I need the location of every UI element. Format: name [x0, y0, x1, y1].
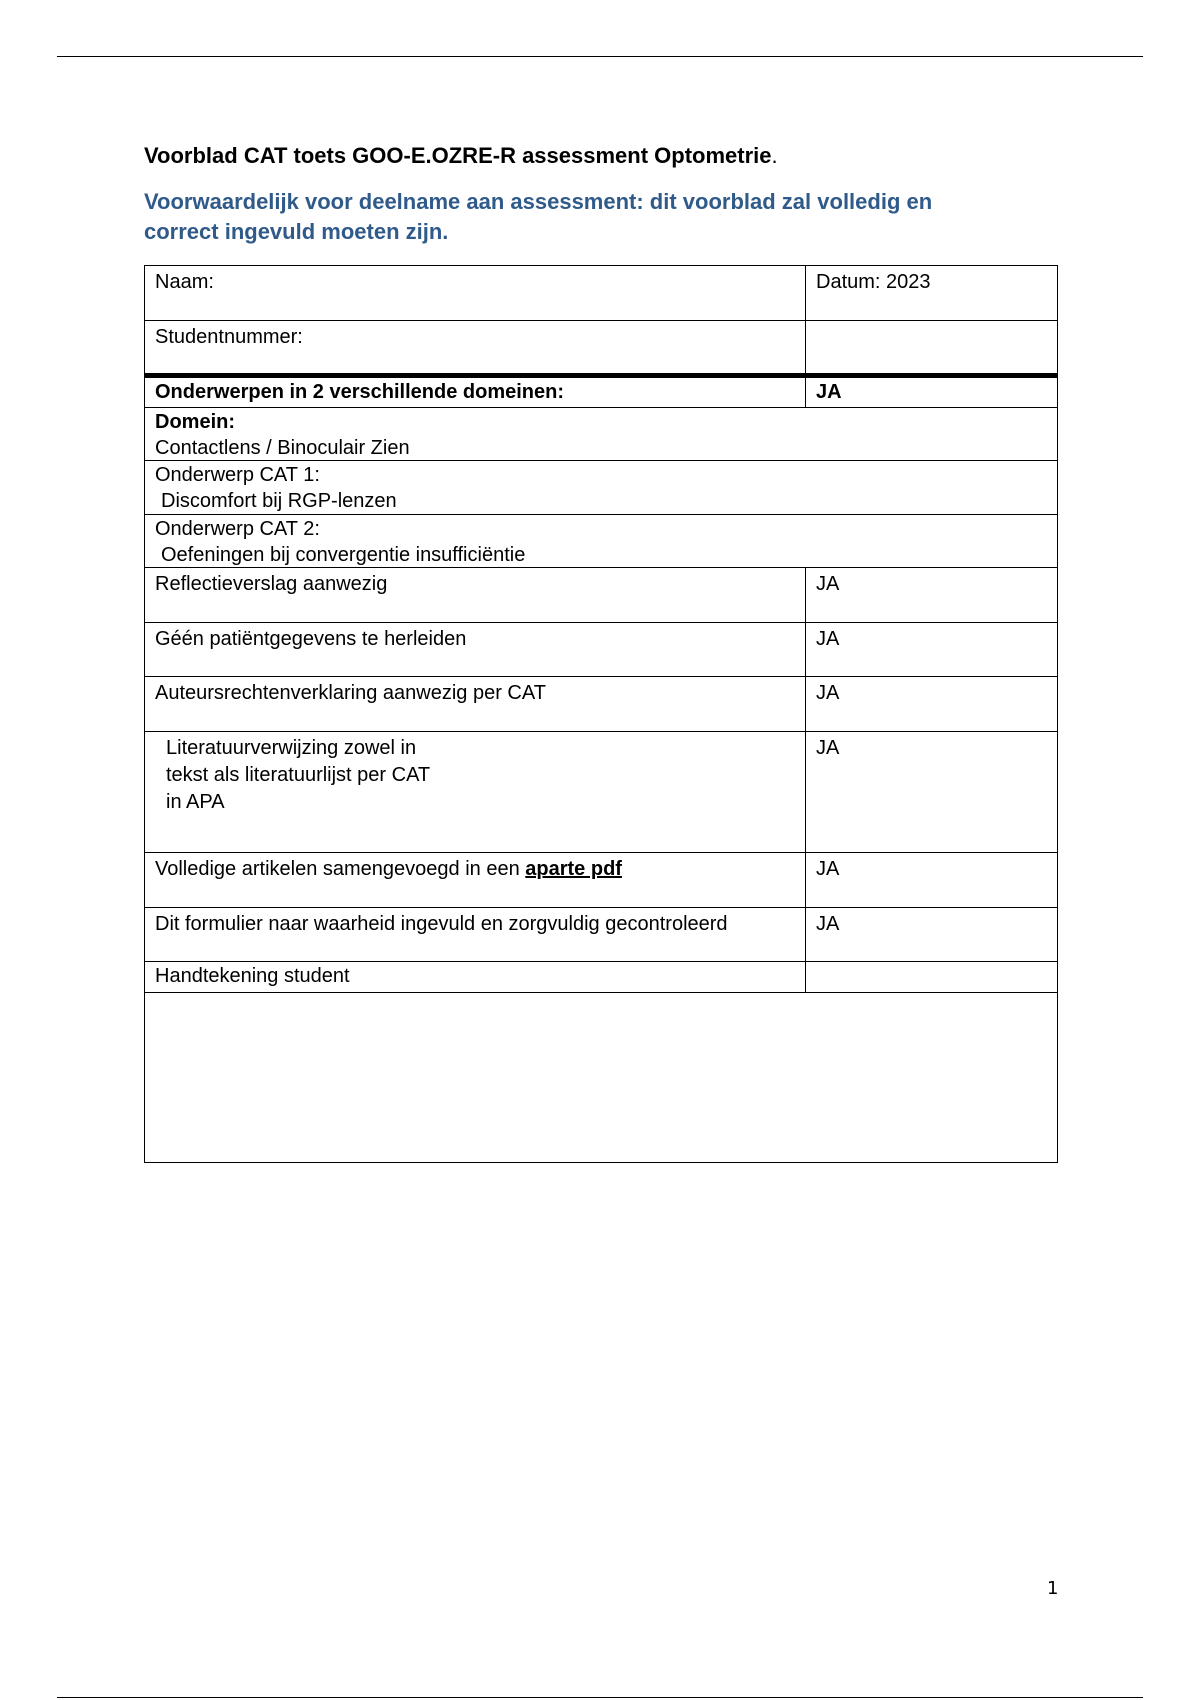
literatuur-cell [145, 732, 806, 852]
onderwerpen-cell [145, 378, 806, 407]
literatuur-value-cell[interactable] [806, 732, 1057, 852]
artikelen-cell [145, 853, 806, 907]
handtekening-extra-cell[interactable] [806, 962, 1057, 992]
reflectieverslag-cell [145, 568, 806, 622]
patientgegevens-value-cell[interactable] [806, 623, 1057, 676]
naam-cell[interactable] [145, 266, 806, 320]
datum-label: Datum: 2023 [816, 271, 931, 293]
patientgegevens-label: Géén patiëntgegevens te herleiden [155, 628, 467, 650]
row-artikelen [145, 853, 1057, 908]
footer-rule [57, 1697, 1143, 1698]
row-auteursrechten [145, 677, 1057, 732]
studentnummer-label: Studentnummer: [155, 326, 303, 348]
formulier-label: Dit formulier naar waarheid ingevuld en zorgvuldig gecontroleerd [155, 913, 728, 935]
literatuur-label-line-2: tekst als literatuurlijst per CAT [166, 764, 431, 786]
page-number: 1 [1047, 1578, 1059, 1599]
artikelen-value: JA [816, 858, 840, 880]
signature-area[interactable] [145, 993, 1057, 1162]
reflectieverslag-value: JA [816, 573, 840, 595]
literatuur-label-line-3: in APA [166, 791, 225, 813]
title-dot: . [771, 143, 778, 168]
patientgegevens-value: JA [816, 628, 840, 650]
onderwerpen-value: JA [816, 381, 842, 403]
reflectieverslag-label: Reflectieverslag aanwezig [155, 573, 388, 595]
row-naam [145, 266, 1057, 321]
patientgegevens-cell [145, 623, 806, 676]
signature-box[interactable] [145, 993, 1057, 1162]
datum-cell[interactable] [806, 266, 1057, 320]
subtitle-line-2: correct ingevuld moeten zijn. [144, 219, 449, 244]
row-studentnummer [145, 321, 1057, 378]
row-patientgegevens [145, 623, 1057, 677]
handtekening-cell [145, 962, 806, 992]
literatuur-value: JA [816, 737, 840, 759]
studentnummer-extra-cell[interactable] [806, 321, 1057, 373]
row-formulier [145, 908, 1057, 962]
handtekening-label: Handtekening student [155, 965, 350, 987]
cat2-label: Onderwerp CAT 2: [155, 518, 320, 540]
auteursrechten-value-cell[interactable] [806, 677, 1057, 731]
row-domein [145, 408, 1057, 461]
cat1-value: Discomfort bij RGP-lenzen [161, 490, 397, 512]
row-cat1 [145, 461, 1057, 515]
domein-label: Domein: [155, 411, 235, 433]
subtitle-line-1: Voorwaardelijk voor deelname aan assessment: dit voorblad zal volledig en [144, 189, 933, 214]
header-rule [57, 56, 1143, 57]
page-subtitle [144, 187, 1044, 247]
reflectieverslag-value-cell[interactable] [806, 568, 1057, 622]
row-reflectieverslag [145, 568, 1057, 623]
literatuur-label-line-1: Literatuurverwijzing zowel in [166, 737, 417, 759]
row-onderwerpen [145, 378, 1057, 408]
cat1-label: Onderwerp CAT 1: [155, 464, 320, 486]
aparte-pdf-emphasis: aparte pdf [525, 858, 622, 880]
cat2-cell[interactable] [145, 515, 1057, 567]
row-handtekening [145, 962, 1057, 993]
auteursrechten-value: JA [816, 682, 840, 704]
auteursrechten-label: Auteursrechtenverklaring aanwezig per CAT [155, 682, 546, 704]
naam-label: Naam: [155, 271, 214, 293]
domein-cell[interactable] [145, 408, 1057, 460]
domein-value: Contactlens / Binoculair Zien [155, 437, 410, 459]
page-title [144, 143, 778, 169]
onderwerpen-value-cell[interactable] [806, 378, 1057, 407]
formulier-cell [145, 908, 806, 961]
onderwerpen-label: Onderwerpen in 2 verschillende domeinen: [155, 381, 564, 403]
title-text: Voorblad CAT toets GOO-E.OZRE-R assessment Optometrie [144, 143, 772, 168]
row-literatuur [145, 732, 1057, 853]
cat2-value: Oefeningen bij convergentie insufficiëntie [161, 544, 526, 566]
formulier-value-cell[interactable] [806, 908, 1057, 961]
studentnummer-cell[interactable] [145, 321, 806, 373]
cover-form-table [144, 265, 1058, 1163]
row-cat2 [145, 515, 1057, 568]
formulier-value: JA [816, 913, 840, 935]
artikelen-value-cell[interactable] [806, 853, 1057, 907]
auteursrechten-cell [145, 677, 806, 731]
cat1-cell[interactable] [145, 461, 1057, 514]
artikelen-label: Volledige artikelen samengevoegd in een [155, 858, 526, 880]
